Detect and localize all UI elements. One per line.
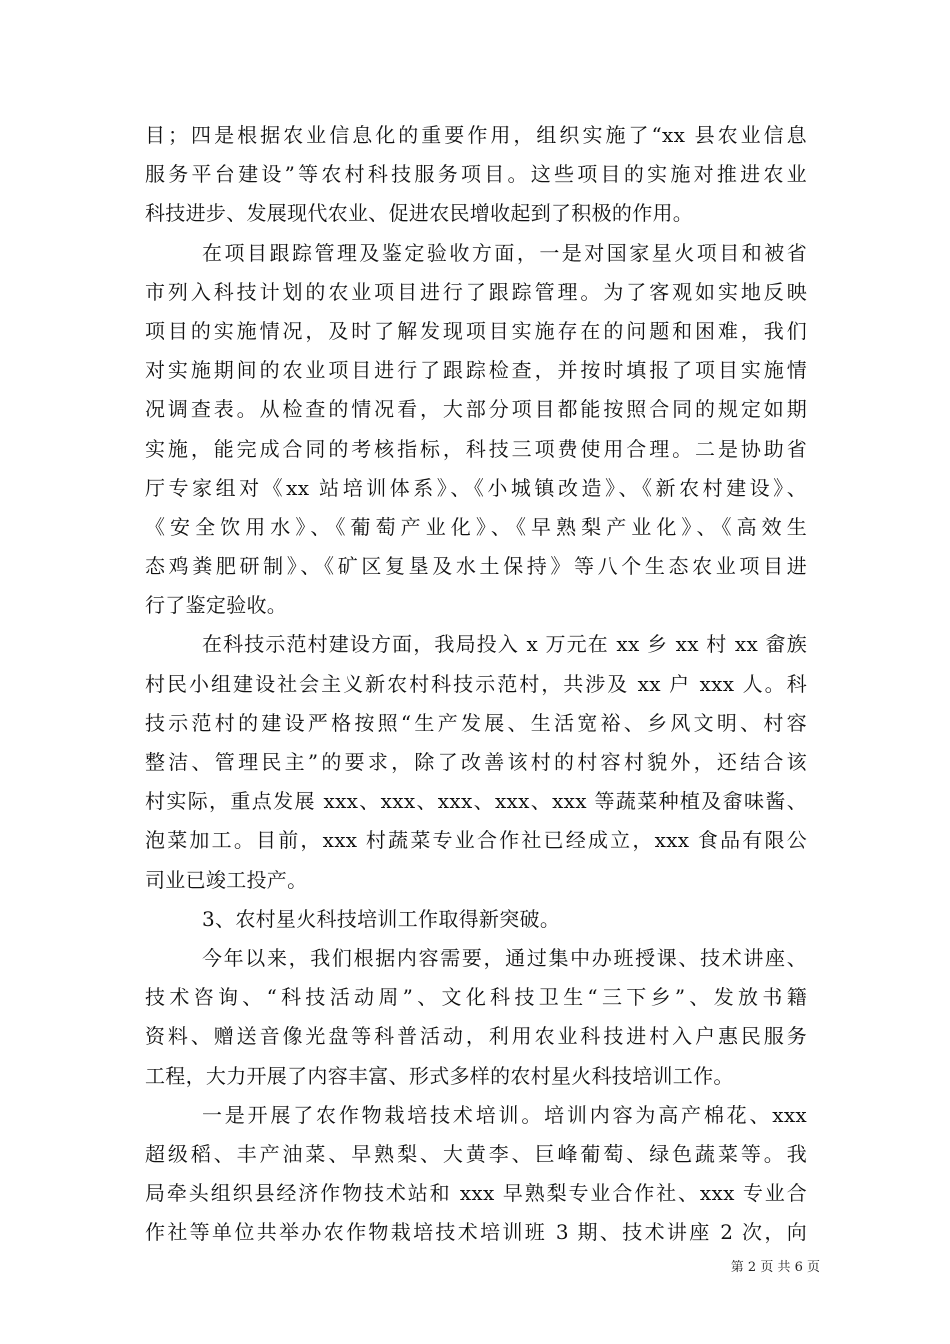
text-line: 一是开展了农作物栽培技术培训。培训内容为高产棉花、xxx [202, 1102, 807, 1127]
text-line: 工程，大力开展了内容丰富、形式多样的农村星火科技培训工作。 [145, 1063, 734, 1088]
text-line: 村民小组建设社会主义新农村科技示范村，共涉及 xx 户 xxx 人。科 [145, 671, 807, 696]
text-line: 行了鉴定验收。 [145, 593, 288, 618]
text-line: 作社等单位共举办农作物栽培技术培训班 3 期、技术讲座 2 次，向 [145, 1220, 807, 1245]
text-line: 对实施期间的农业项目进行了跟踪检查，并按时填报了项目实施情 [145, 358, 807, 383]
text-line: 整洁、管理民主”的要求，除了改善该村的村容村貌外，还结合该 [145, 750, 807, 774]
text-line: 《安全饮用水》、《葡萄产业化》、《早熟梨产业化》、《高效生 [145, 514, 807, 539]
text-line: 超级稻、丰产油菜、早熟梨、大黄李、巨峰葡萄、绿色蔬菜等。我 [145, 1141, 807, 1166]
text-line: 服务平台建设”等农村科技服务项目。这些项目的实施对推进农业 [145, 162, 807, 187]
text-line: 村实际，重点发展 xxx、xxx、xxx、xxx、xxx 等蔬菜种植及畲味酱、 [145, 789, 807, 814]
text-line: 科技进步、发展现代农业、促进农民增收起到了积极的作用。 [145, 201, 694, 226]
text-line: 况调查表。从检查的情况看，大部分项目都能按照合同的规定如期 [145, 397, 807, 422]
section-heading: 3、农村星火科技培训工作取得新突破。 [202, 906, 561, 931]
text-line: 厅专家组对《xx 站培训体系》、《小城镇改造》、《新农村建设》、 [145, 475, 807, 500]
text-line: 在项目跟踪管理及鉴定验收方面，一是对国家星火项目和被省 [202, 240, 807, 265]
text-line: 在科技示范村建设方面，我局投入 x 万元在 xx 乡 xx 村 xx 畲族 [202, 632, 807, 657]
text-line: 泡菜加工。目前，xxx 村蔬菜专业合作社已经成立，xxx 食品有限公 [145, 828, 807, 853]
text-line: 技术咨询、“科技活动周”、文化科技卫生“三下乡”、发放书籍 [145, 985, 807, 1010]
text-line: 今年以来，我们根据内容需要，通过集中办班授课、技术讲座、 [202, 945, 807, 970]
text-line: 目；四是根据农业信息化的重要作用，组织实施了“xx 县农业信息 [145, 123, 807, 147]
text-line: 市列入科技计划的农业项目进行了跟踪管理。为了客观如实地反映 [145, 279, 807, 304]
text-line: 局牵头组织县经济作物技术站和 xxx 早熟梨专业合作社、xxx 专业合 [145, 1181, 807, 1206]
document-body [145, 116, 807, 1252]
text-line: 技示范村的建设严格按照“生产发展、生活宽裕、乡风文明、村容 [145, 710, 807, 735]
text-line: 司业已竣工投产。 [145, 867, 308, 892]
text-line: 态鸡粪肥研制》、《矿区复垦及水土保持》等八个生态农业项目进 [145, 554, 807, 579]
text-line: 资料、赠送音像光盘等科普活动，利用农业科技进村入户惠民服务 [145, 1024, 807, 1049]
page-number: 第 2 页 共 6 页 [730, 1260, 820, 1275]
text-line: 项目的实施情况，及时了解发现项目实施存在的问题和困难，我们 [145, 318, 807, 343]
text-line: 实施，能完成合同的考核指标，科技三项费使用合理。二是协助省 [145, 436, 807, 461]
